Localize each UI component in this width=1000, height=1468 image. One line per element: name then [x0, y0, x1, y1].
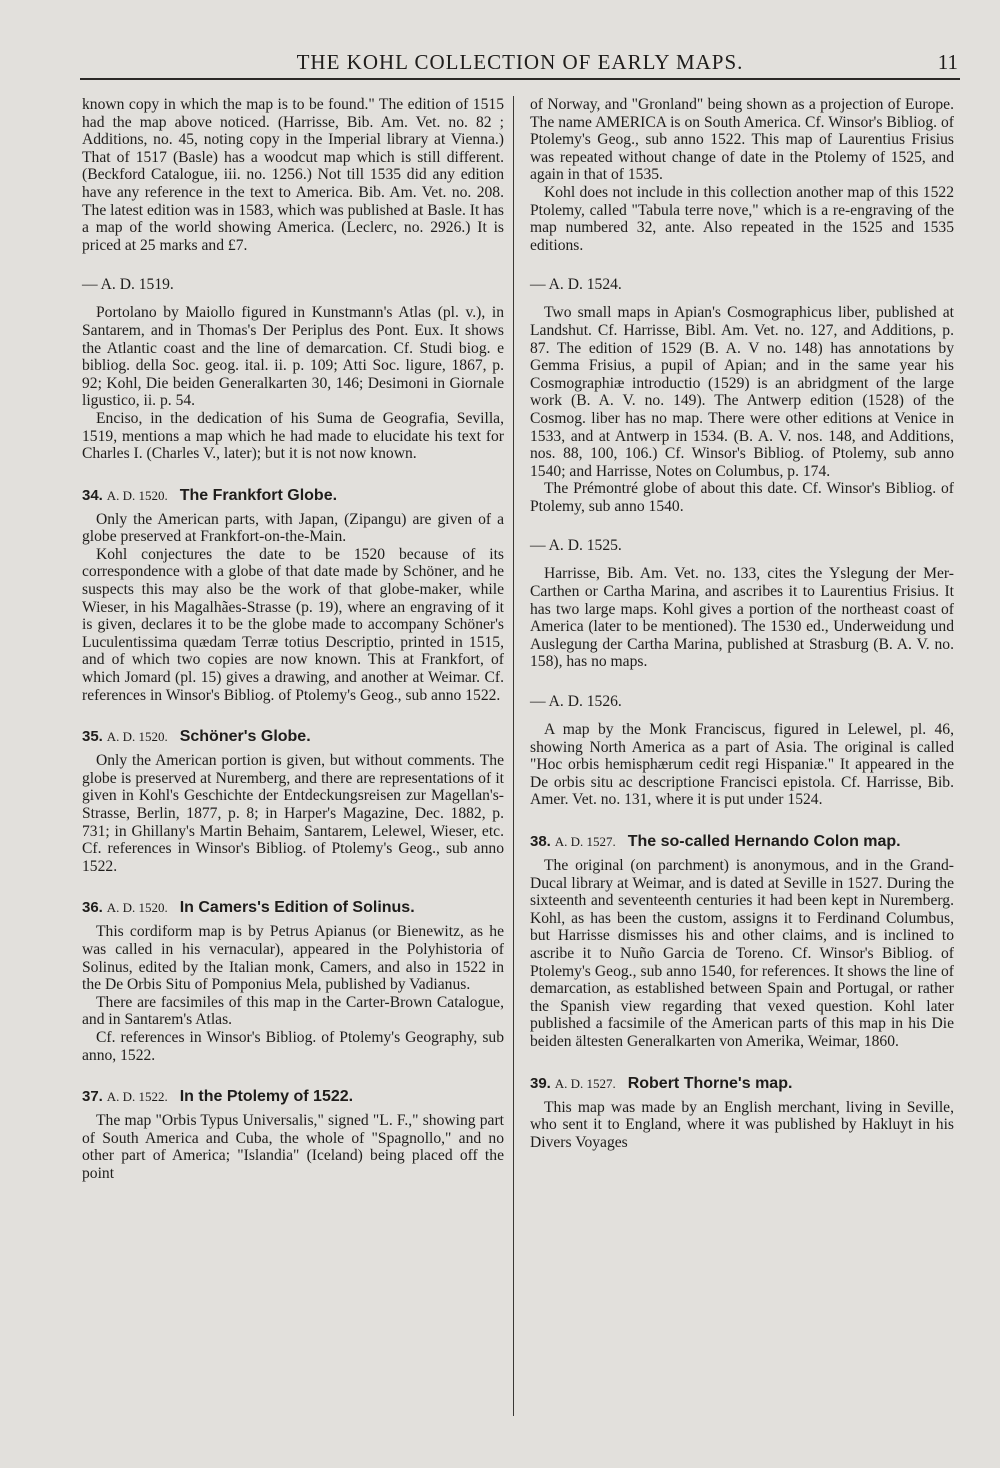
paragraph-36b: There are facsimiles of this map in the Carter-Brown Catalogue, and in Santarem's Atlas. — [82, 993, 504, 1029]
section-heading-36 — [82, 899, 504, 917]
paragraph-1525: Harrisse, Bib. Am. Vet. no. 133, cites the Yslegung der Mer-Carthen or Cartha Marina, and ascribes it to Laurentius Frisius. It has two large maps. Kohl gives a portion of the northeast coast of America (later to be mentioned). The 1530 ed., Underweidung und Auslegung der Cartha Marina, published at Strasburg (B. A. V. no. 158), has no maps. — [530, 565, 954, 671]
section-date: A. D. 1527. — [554, 834, 616, 849]
paragraph-38: The original (on parchment) is anonymous, and in the Grand-Ducal library at Weimar, and is dated at Seville in 1527. During the sixteenth and seventeenth centuries it had been kept in Nuremberg. Kohl, as has been the custom, assigns it to Ferdinand Columbus, but Harrisse dismisses his and other claims, and is inclined to ascribe it to Nuño Garcia de Toreno. Cf. Winsor's Bibliog. of Ptolemy's Geog., sub anno 1540, for references. It shows the line of demarcation, as established between Spain and Portugal, or rather the Spanish view regarding that vexed question. Kohl later published a facsimile of the American parts of this map in his Die beiden ältesten Generalkarten von Amerika, Weimar, 1860. — [530, 857, 954, 1050]
paragraph-37: The map "Orbis Typus Universalis," signed "L. F.," showing part of South America and Cuba, the whole of "Spagnollo," and no other part of America; "Islandia" (Iceland) being placed off the point — [82, 1112, 504, 1182]
section-heading-38 — [530, 833, 954, 851]
running-header — [80, 50, 960, 80]
paragraph-tabula-terre-nove: Kohl does not include in this collection another map of this 1522 Ptolemy, called "Tabula terre nove," which is a re-engraving of the map numbered 32, ante. Also repeated in the 1525 and 1535 editions. — [530, 183, 954, 254]
paragraph-1519-portolano: Portolano by Maiollo figured in Kunstmann's Atlas (pl. v.), in Santarem, and in Thomas's Der Periplus des Pont. Eux. It shows the Atlantic coast and the line of demarcation. Cf. Studi biog. e bibliog. della Soc. geog. ital. ii. p. 109; Atti Soc. ligure, 1867, p. 92; Kohl, Die beiden Generalkarten 30, 146; Desimoni in Giornale ligustico, ii. p. 54. — [82, 304, 504, 410]
paragraph-35: Only the American portion is given, but without comments. The globe is preserved at Nuremberg, and there are representations of it given in Kohl's Geschichte der Entdeckungsreisen zur Magellan's-Strasse, Berlin, 1877, p. 8; in Harper's Magazine, Dec. 1882, p. 731; in Ghillany's Martin Behaim, Santarem, Lelewel, Wieser, etc. Cf. references in Winsor's Bibliog. of Ptolemy's Geog., sub anno 1522. — [82, 752, 504, 875]
right-column — [530, 96, 954, 1151]
section-title: In Camers's Edition of Solinus. — [179, 899, 415, 917]
section-heading-35 — [82, 728, 504, 746]
paragraph-34a: Only the American parts, with Japan, (Zipangu) are given of a globe preserved at Frankfort-on-the-Main. — [82, 510, 504, 546]
running-title: THE KOHL COLLECTION OF EARLY MAPS. — [296, 50, 744, 74]
paragraph-39: This map was made by an English merchant, living in Seville, who sent it to England, where it was published by Hakluyt in his Divers Voyages — [530, 1098, 954, 1151]
section-date: A. D. 1520. — [106, 729, 168, 745]
paragraph-1526: A map by the Monk Franciscus, figured in Lelewel, pl. 46, showing North America as a part of Asia. The original is called "Hoc orbis hemisphærum cedit regi Hispaniæ." It appeared in the De orbis situ ac descriptione Francisci epistola. Cf. Harrisse, Bib. Amer. Vet. no. 131, where it is put under 1524. — [530, 721, 954, 809]
page-number: 11 — [937, 50, 958, 74]
section-number: 39. — [530, 1074, 551, 1092]
section-date: A. D. 1520. — [106, 487, 168, 503]
section-title: The so-called Hernando Colon map. — [627, 833, 901, 850]
paragraph-36c: Cf. references in Winsor's Bibliog. of Ptolemy's Geography, sub anno, 1522. — [82, 1028, 504, 1064]
section-number: 36. — [82, 899, 103, 917]
section-heading-34 — [82, 487, 504, 505]
section-date: A. D. 1527. — [554, 1075, 616, 1091]
section-title: Robert Thorne's map. — [627, 1074, 793, 1092]
paragraph-36a: This cordiform map is by Petrus Apianus (or Bienewitz, as he was called in his vernacular), appeared in the Polyhistoria of Solinus, edited by the Italian monk, Camers, and also in 1522 in the De Orbis Situ of Pomponius Mela, published by Vadianus. — [82, 923, 504, 994]
section-date: A. D. 1522. — [106, 1089, 168, 1105]
continued-paragraph: of Norway, and "Gronland" being shown as a projection of Europe. The name AMERICA is on South America. Cf. Winsor's Bibliog. of Ptolemy's Geog., sub anno 1522. This map of Laurentius Frisius was repeated without change of date in the Ptolemy of 1525, and again in that of 1535. — [530, 96, 954, 184]
paragraph-1524-premontre: The Prémontré globe of about this date. Cf. Winsor's Bibliog. of Ptolemy, sub anno 1540. — [530, 480, 954, 515]
section-number: 34. — [82, 486, 103, 504]
section-number: 37. — [82, 1088, 103, 1106]
left-column — [82, 96, 504, 1183]
section-heading-39 — [530, 1075, 954, 1093]
entry-date-1525: — A. D. 1525. — [530, 537, 622, 555]
entry-date-1524: — A. D. 1524. — [530, 276, 622, 294]
paragraph-1519-enciso: Enciso, in the dedication of his Suma de Geografia, Sevilla, 1519, mentions a map which he had made to elucidate his text for Charles I. (Charles V., later); but it is not now known. — [82, 409, 504, 463]
column-rule — [513, 96, 514, 1416]
entry-date-1519: — A. D. 1519. — [82, 276, 174, 294]
paragraph-34b: Kohl conjectures the date to be 1520 because of its correspondence with a globe of that date made by Schöner, and he suspects this may also be the work of that globe-maker, while Wieser, in his Magalhães-Strasse (p. 19), where an engraving of it is given, declares it to be the globe made to accompany Schöner's Luculentissima quædam Terræ totius Descriptio, printed in 1515, and of which two copies are now known. This at Frankfort, of which Jomard (pl. 15) gives a drawing, and another at Weimar. Cf. references in Winsor's Bibliog. of Ptolemy's Geog., sub anno 1522. — [82, 545, 504, 704]
continued-paragraph: known copy in which the map is to be found." The edition of 1515 had the map above noticed. (Harrisse, Bib. Am. Vet. no. 82 ; Additions, no. 45, noting copy in the Imperial library at Vienna.) That of 1517 (Basle) has a woodcut map which is still different. (Beckford Catalogue, iii. no. 1256.) Not till 1535 did any edition have any reference in the text to America. Bib. Am. Vet. no. 208. The latest edition was in 1583, which was published at Basle. It has a map of the world showing America. (Leclerc, no. 2926.) It is priced at 25 marks and £7. — [82, 96, 504, 254]
paragraph-1524-apian: Two small maps in Apian's Cosmographicus liber, published at Landshut. Cf. Harrisse, Bibl. Am. Vet. no. 127, and Additions, p. 87. The edition of 1529 (B. A. V no. 148) has annotations by Gemma Frisius, a pupil of Apian; and in the same year his Cosmographiæ introductio (1529) is an abridgment of the large work (B. A. V. no. 149). The Antwerp edition (1528) of the Cosmog. liber has no map. There were other editions at Venice in 1533, and at Antwerp in 1534. (B. A. V. nos. 148, and Additions, nos. 88, 100, 106.) Cf. Winsor's Bibliog. of Ptolemy, sub anno 1540; and Harrisse, Notes on Columbus, p. 174. — [530, 304, 954, 480]
section-number: 35. — [82, 728, 103, 746]
section-heading-37 — [82, 1088, 504, 1106]
section-title: In the Ptolemy of 1522. — [179, 1088, 354, 1106]
entry-date-1526: — A. D. 1526. — [530, 693, 622, 711]
section-title: Schöner's Globe. — [179, 728, 311, 746]
section-title: The Frankfort Globe. — [179, 486, 338, 504]
section-date: A. D. 1520. — [106, 900, 168, 916]
section-number: 38. — [530, 833, 551, 850]
